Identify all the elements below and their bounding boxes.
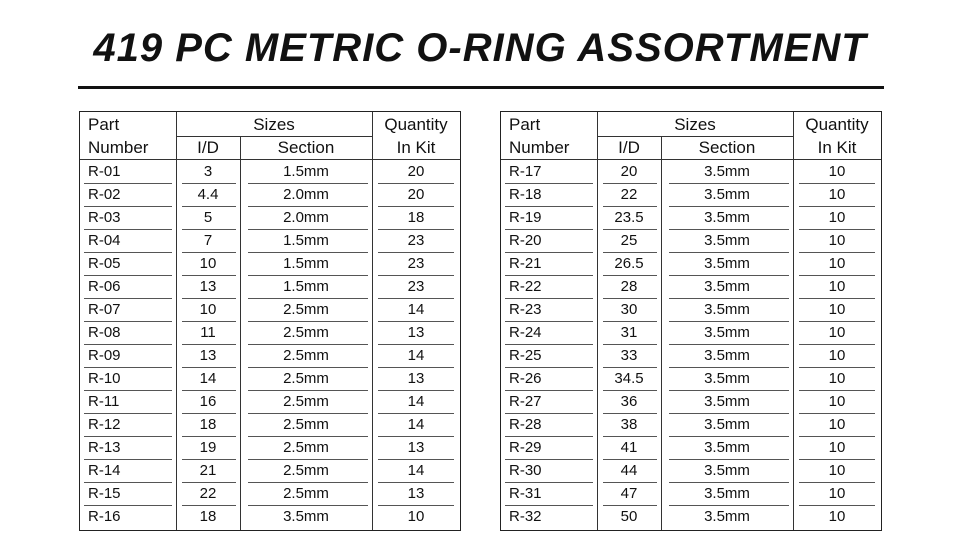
quantity-cell: 10 [828,439,846,456]
section-cell: 1.5mm [283,255,329,272]
table-row [80,391,460,414]
quantity-cell: 10 [828,416,846,433]
section-cell: 3.5mm [704,347,750,364]
id-cell: 10 [199,255,217,272]
quantity-cell: 10 [828,324,846,341]
part-number-cell: R-14 [88,462,121,479]
header-bottom-rule [80,159,460,160]
section-cell: 3.5mm [704,209,750,226]
id-cell: 5 [203,209,213,226]
section-cell: 3.5mm [704,439,750,456]
quantity-cell: 14 [407,301,425,318]
quantity-cell: 10 [828,301,846,318]
section-cell: 2.0mm [283,186,329,203]
section-cell: 2.5mm [283,347,329,364]
part-number-cell: R-01 [88,163,121,180]
id-cell: 21 [199,462,217,479]
part-number-cell: R-20 [509,232,542,249]
table-row [80,345,460,368]
part-number-cell: R-05 [88,255,121,272]
part-number-cell: R-07 [88,301,121,318]
id-cell: 34.5 [614,370,644,387]
page-title: 419 PC METRIC O-RING ASSORTMENT [93,26,867,70]
table-row [80,299,460,322]
id-cell: 26.5 [614,255,644,272]
quantity-cell: 14 [407,416,425,433]
quantity-cell: 10 [828,186,846,203]
section-cell: 2.5mm [283,439,329,456]
quantity-cell: 18 [407,209,425,226]
table-row [80,276,460,299]
quantity-cell: 10 [828,209,846,226]
section-cell: 3.5mm [704,278,750,295]
quantity-cell: 10 [828,485,846,502]
id-cell: 7 [203,232,213,249]
id-cell: 14 [199,370,217,387]
header-number: Number [509,138,570,157]
table-row [501,299,881,322]
section-cell: 3.5mm [704,163,750,180]
header-part: Part [509,114,541,134]
part-number-cell: R-24 [509,324,542,341]
part-number-cell: R-12 [88,416,121,433]
section-cell: 3.5mm [704,508,750,525]
part-number-cell: R-19 [509,209,542,226]
part-number-cell: R-08 [88,324,121,341]
section-cell: 3.5mm [704,232,750,249]
table-row [80,483,460,506]
quantity-cell: 14 [407,347,425,364]
id-cell: 38 [620,416,638,433]
id-cell: 4.4 [197,186,219,203]
right-table [500,111,882,531]
quantity-cell: 20 [407,186,425,203]
quantity-cell: 10 [828,462,846,479]
id-cell: 41 [620,439,638,456]
table-row [501,437,881,460]
table-row [80,161,460,184]
id-cell: 44 [620,462,638,479]
table-row [80,437,460,460]
quantity-cell: 13 [407,370,425,387]
id-cell: 50 [620,508,638,525]
table-row [501,253,881,276]
id-cell: 18 [199,416,217,433]
header-id: I/D [618,138,640,157]
table-row [501,506,881,529]
table-row [501,161,881,184]
quantity-cell: 10 [828,393,846,410]
table-row [80,207,460,230]
part-number-cell: R-21 [509,255,542,272]
section-cell: 2.0mm [283,209,329,226]
section-cell: 3.5mm [704,462,750,479]
id-cell: 30 [620,301,638,318]
part-number-cell: R-15 [88,485,121,502]
quantity-cell: 23 [407,278,425,295]
section-cell: 3.5mm [704,393,750,410]
id-cell: 18 [199,508,217,525]
quantity-cell: 13 [407,324,425,341]
part-number-cell: R-06 [88,278,121,295]
quantity-cell: 14 [407,393,425,410]
table-body [80,161,460,529]
header-section: Section [277,138,335,157]
table-row [501,483,881,506]
header-quantity: Quantity [805,114,869,134]
id-cell: 13 [199,347,217,364]
id-cell: 23.5 [614,209,644,226]
quantity-cell: 10 [828,370,846,387]
header-quantity: Quantity [384,114,448,134]
header-part: Part [88,114,120,134]
id-cell: 22 [199,485,217,502]
header-sizes: Sizes [674,114,716,134]
id-cell: 25 [620,232,638,249]
header-sizes: Sizes [253,114,295,134]
id-cell: 36 [620,393,638,410]
section-cell: 1.5mm [283,163,329,180]
id-cell: 47 [620,485,638,502]
section-cell: 3.5mm [704,324,750,341]
section-cell: 3.5mm [283,508,329,525]
section-cell: 3.5mm [704,370,750,387]
part-number-cell: R-04 [88,232,121,249]
part-number-cell: R-03 [88,209,121,226]
table-row [501,460,881,483]
quantity-cell: 10 [828,508,846,525]
table-row [501,391,881,414]
table-row [501,230,881,253]
part-number-cell: R-11 [88,393,120,410]
table-row [80,506,460,529]
id-cell: 22 [620,186,638,203]
section-cell: 2.5mm [283,324,329,341]
id-cell: 13 [199,278,217,295]
table-row [80,368,460,391]
section-cell: 2.5mm [283,301,329,318]
quantity-cell: 10 [828,278,846,295]
section-cell: 2.5mm [283,485,329,502]
left-table [79,111,461,531]
table-row [501,276,881,299]
quantity-cell: 10 [407,508,425,525]
id-cell: 28 [620,278,638,295]
header-in-kit: In Kit [396,138,436,157]
id-cell: 20 [620,163,638,180]
id-cell: 33 [620,347,638,364]
part-number-cell: R-10 [88,370,121,387]
quantity-cell: 10 [828,347,846,364]
quantity-cell: 13 [407,485,425,502]
table-body [501,161,881,529]
table-row [501,184,881,207]
table-row [80,322,460,345]
quantity-cell: 23 [407,255,425,272]
part-number-cell: R-16 [88,508,121,525]
part-number-cell: R-23 [509,301,542,318]
part-number-cell: R-26 [509,370,542,387]
header-id: I/D [197,138,219,157]
table-row [501,207,881,230]
title-underline [78,86,884,89]
table-row [501,368,881,391]
id-cell: 10 [199,301,217,318]
part-number-cell: R-02 [88,186,121,203]
table-row [501,322,881,345]
header-number: Number [88,138,149,157]
table-row [80,184,460,207]
section-cell: 3.5mm [704,186,750,203]
part-number-cell: R-17 [509,163,542,180]
part-number-cell: R-18 [509,186,542,203]
part-number-cell: R-25 [509,347,542,364]
quantity-cell: 14 [407,462,425,479]
part-number-cell: R-09 [88,347,121,364]
quantity-cell: 10 [828,163,846,180]
section-cell: 2.5mm [283,393,329,410]
table-row [80,253,460,276]
table-row [80,460,460,483]
header-bottom-rule [501,159,881,160]
id-cell: 16 [199,393,217,410]
id-cell: 19 [199,439,217,456]
table-row [80,414,460,437]
part-number-cell: R-27 [509,393,542,410]
quantity-cell: 20 [407,163,425,180]
part-number-cell: R-28 [509,416,542,433]
quantity-cell: 10 [828,232,846,249]
id-cell: 31 [620,324,638,341]
section-cell: 1.5mm [283,232,329,249]
quantity-cell: 10 [828,255,846,272]
section-cell: 3.5mm [704,485,750,502]
quantity-cell: 13 [407,439,425,456]
table-row [501,414,881,437]
id-cell: 11 [200,324,216,341]
section-cell: 2.5mm [283,462,329,479]
table-row [501,345,881,368]
section-cell: 3.5mm [704,255,750,272]
header-in-kit: In Kit [817,138,857,157]
part-number-cell: R-31 [509,485,542,502]
table-row [80,230,460,253]
section-cell: 3.5mm [704,416,750,433]
quantity-cell: 23 [407,232,425,249]
part-number-cell: R-29 [509,439,542,456]
section-cell: 2.5mm [283,416,329,433]
part-number-cell: R-22 [509,278,542,295]
part-number-cell: R-13 [88,439,121,456]
section-cell: 3.5mm [704,301,750,318]
header-section: Section [698,138,756,157]
section-cell: 2.5mm [283,370,329,387]
part-number-cell: R-30 [509,462,542,479]
id-cell: 3 [203,163,213,180]
section-cell: 1.5mm [283,278,329,295]
part-number-cell: R-32 [509,508,542,525]
